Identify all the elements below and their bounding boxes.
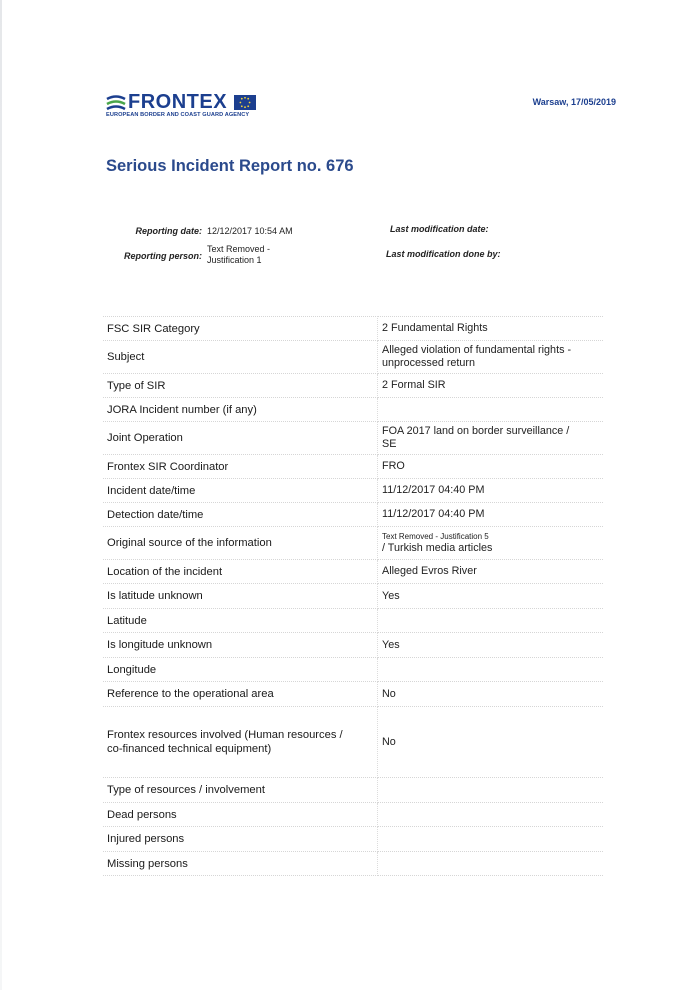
row-value [378, 658, 604, 682]
table-row [103, 479, 603, 503]
row-label: Frontex SIR Coordinator [103, 455, 378, 479]
row-value-line2: / Turkish media articles [382, 542, 493, 554]
row-label: Joint Operation [103, 422, 378, 455]
row-label [103, 707, 378, 778]
row-value: 2 Formal SIR [378, 374, 604, 398]
row-value: No [378, 707, 604, 778]
row-value: Yes [378, 633, 604, 658]
row-value: Alleged Evros River [378, 560, 604, 584]
row-value: No [378, 682, 604, 707]
row-label: Type of resources / involvement [103, 778, 378, 803]
row-label: Subject [103, 341, 378, 374]
reporting-date-label: Reporting date: [135, 226, 202, 236]
table-row [103, 560, 603, 584]
table-row [103, 707, 603, 778]
table-row [103, 609, 603, 633]
last-modification-date-label: Last modification date: [390, 224, 489, 234]
row-label: Incident date/time [103, 479, 378, 503]
row-value [378, 341, 604, 374]
reporting-person-line2: Justification 1 [207, 255, 262, 265]
row-value [378, 852, 604, 876]
row-label: Original source of the information [103, 527, 378, 560]
eu-flag-icon [234, 95, 256, 110]
table-row [103, 827, 603, 852]
row-label-line1: Frontex resources involved (Human resources / [107, 729, 343, 741]
last-modification-done-by-label: Last modification done by: [386, 249, 501, 259]
brand-subtitle: EUROPEAN BORDER AND COAST GUARD AGENCY [106, 112, 250, 118]
row-value-line1: FOA 2017 land on border surveillance / [382, 425, 570, 437]
table-row [103, 852, 603, 876]
row-value-line1: Text Removed - Justification 5 [382, 532, 489, 541]
row-value: FRO [378, 455, 604, 479]
row-value [378, 778, 604, 803]
row-value: Yes [378, 584, 604, 609]
brand-name: FRONTEX [128, 91, 228, 113]
table-row [103, 374, 603, 398]
row-value-line2: SE [382, 438, 397, 450]
table-row [103, 778, 603, 803]
reporting-person-value [207, 244, 307, 266]
row-value: 11/12/2017 04:40 PM [378, 479, 604, 503]
row-label: Type of SIR [103, 374, 378, 398]
row-value [378, 609, 604, 633]
row-value-line2: unprocessed return [382, 357, 476, 369]
row-value: 11/12/2017 04:40 PM [378, 503, 604, 527]
row-value [378, 827, 604, 852]
table-row [103, 317, 603, 341]
row-label: Is longitude unknown [103, 633, 378, 658]
table-row [103, 341, 603, 374]
row-value-line1: Alleged violation of fundamental rights - [382, 344, 572, 356]
table-row [103, 633, 603, 658]
row-value: 2 Fundamental Rights [378, 317, 604, 341]
table-row [103, 455, 603, 479]
row-value [378, 422, 604, 455]
row-label: Detection date/time [103, 503, 378, 527]
reporting-person-line1: Text Removed - [207, 244, 271, 254]
table-row [103, 503, 603, 527]
table-row [103, 398, 603, 422]
page-edge [0, 0, 2, 990]
row-label: Injured persons [103, 827, 378, 852]
table-row [103, 803, 603, 827]
reporting-date-value: 12/12/2017 10:54 AM [207, 226, 293, 236]
report-metadata [100, 220, 540, 270]
row-value [378, 527, 604, 560]
table-row [103, 682, 603, 707]
row-label: FSC SIR Category [103, 317, 378, 341]
report-title: Serious Incident Report no. 676 [106, 157, 354, 175]
reporting-person-label: Reporting person: [124, 251, 202, 261]
report-header [106, 92, 626, 128]
frontex-logo [106, 92, 266, 122]
row-label: Dead persons [103, 803, 378, 827]
sir-details-table [103, 316, 603, 876]
row-label-line2: co-financed technical equipment) [107, 743, 272, 755]
table-row [103, 527, 603, 560]
table-row [103, 422, 603, 455]
row-value [378, 803, 604, 827]
table-row [103, 584, 603, 609]
row-label: Reference to the operational area [103, 682, 378, 707]
row-label: Missing persons [103, 852, 378, 876]
location-date: Warsaw, 17/05/2019 [532, 97, 616, 107]
row-label: Location of the incident [103, 560, 378, 584]
row-label: JORA Incident number (if any) [103, 398, 378, 422]
row-label: Longitude [103, 658, 378, 682]
frontex-waves-icon [106, 94, 126, 112]
row-value [378, 398, 604, 422]
table-row [103, 658, 603, 682]
row-label: Latitude [103, 609, 378, 633]
row-label: Is latitude unknown [103, 584, 378, 609]
